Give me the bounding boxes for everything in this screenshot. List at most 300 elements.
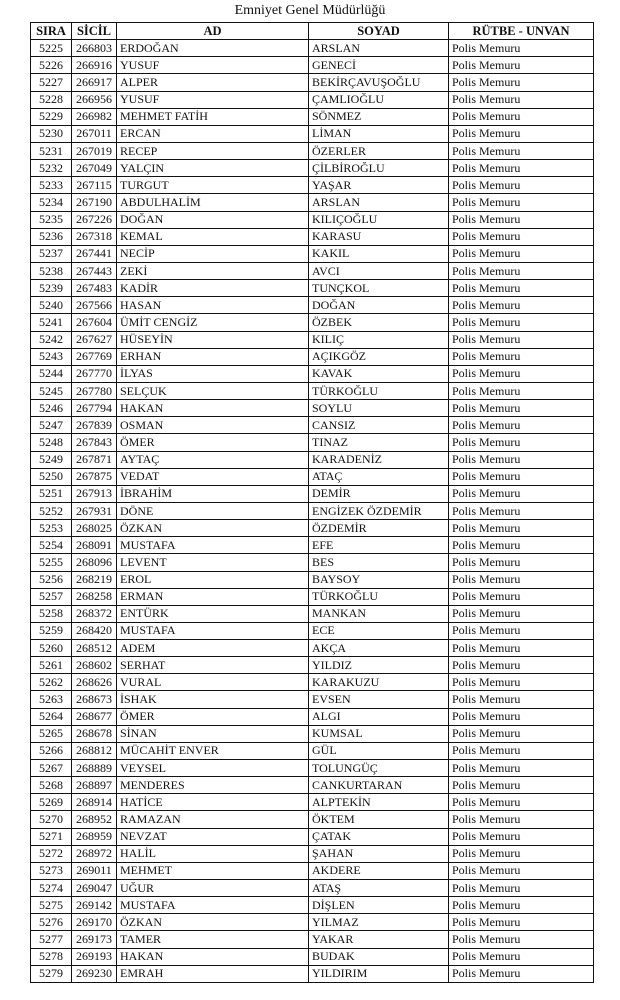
cell-rutbe: Polis Memuru — [449, 828, 594, 845]
cell-ad: SERHAT — [117, 657, 309, 674]
cell-soyad: ECE — [309, 622, 449, 639]
cell-sira: 5239 — [31, 280, 72, 297]
table-row — [31, 160, 594, 177]
cell-sira: 5255 — [31, 554, 72, 571]
cell-sicil: 268420 — [72, 622, 117, 639]
cell-sicil: 268512 — [72, 640, 117, 657]
cell-ad: HÜSEYİN — [117, 331, 309, 348]
cell-soyad: ÇATAK — [309, 828, 449, 845]
cell-ad: HASAN — [117, 297, 309, 314]
cell-ad: AYTAÇ — [117, 451, 309, 468]
cell-soyad: CANSIZ — [309, 417, 449, 434]
cell-sicil: 267115 — [72, 177, 117, 194]
table-row — [31, 605, 594, 622]
cell-ad: MUSTAFA — [117, 537, 309, 554]
cell-ad: HAKAN — [117, 948, 309, 965]
cell-sira: 5262 — [31, 674, 72, 691]
cell-sira: 5227 — [31, 74, 72, 91]
cell-sira: 5265 — [31, 725, 72, 742]
table-row — [31, 537, 594, 554]
cell-soyad: YAŞAR — [309, 177, 449, 194]
cell-soyad: ARSLAN — [309, 194, 449, 211]
table-row — [31, 451, 594, 468]
cell-sira: 5263 — [31, 691, 72, 708]
cell-soyad: BEKİRÇAVUŞOĞLU — [309, 74, 449, 91]
cell-ad: YUSUF — [117, 57, 309, 74]
table-row — [31, 314, 594, 331]
cell-sicil: 268372 — [72, 605, 117, 622]
cell-soyad: CANKURTARAN — [309, 777, 449, 794]
cell-sicil: 268602 — [72, 657, 117, 674]
header-sicil: SİCİL — [72, 23, 117, 40]
cell-ad: DÖNE — [117, 502, 309, 519]
cell-ad: NEVZAT — [117, 828, 309, 845]
cell-sicil: 267318 — [72, 228, 117, 245]
cell-soyad: ÖZDEMİR — [309, 520, 449, 537]
table-row — [31, 211, 594, 228]
table-row — [31, 862, 594, 879]
cell-ad: YUSUF — [117, 91, 309, 108]
table-row — [31, 382, 594, 399]
cell-sira: 5248 — [31, 434, 72, 451]
cell-sira: 5270 — [31, 811, 72, 828]
cell-rutbe: Polis Memuru — [449, 468, 594, 485]
table-row — [31, 657, 594, 674]
table-row — [31, 588, 594, 605]
table-row — [31, 502, 594, 519]
cell-sira: 5236 — [31, 228, 72, 245]
cell-soyad: DEMİR — [309, 485, 449, 502]
cell-sicil: 266916 — [72, 57, 117, 74]
cell-rutbe: Polis Memuru — [449, 348, 594, 365]
cell-sicil: 268678 — [72, 725, 117, 742]
cell-soyad: GÜL — [309, 742, 449, 759]
cell-sira: 5240 — [31, 297, 72, 314]
table-row — [31, 177, 594, 194]
table-row — [31, 57, 594, 74]
cell-ad: RECEP — [117, 142, 309, 159]
cell-rutbe: Polis Memuru — [449, 125, 594, 142]
table-row — [31, 348, 594, 365]
cell-sicil: 267843 — [72, 434, 117, 451]
cell-ad: İLYAS — [117, 365, 309, 382]
cell-soyad: KILIÇOĞLU — [309, 211, 449, 228]
table-row — [31, 691, 594, 708]
cell-ad: HAKAN — [117, 400, 309, 417]
cell-ad: DOĞAN — [117, 211, 309, 228]
cell-soyad: ENGİZEK ÖZDEMİR — [309, 502, 449, 519]
cell-ad: TAMER — [117, 931, 309, 948]
cell-sira: 5242 — [31, 331, 72, 348]
table-row — [31, 194, 594, 211]
cell-soyad: KARASU — [309, 228, 449, 245]
cell-ad: ZEKİ — [117, 262, 309, 279]
table-row — [31, 245, 594, 262]
cell-sicil: 267627 — [72, 331, 117, 348]
table-header-row — [31, 23, 594, 40]
cell-sicil: 268096 — [72, 554, 117, 571]
cell-rutbe: Polis Memuru — [449, 794, 594, 811]
table-row — [31, 880, 594, 897]
table-row — [31, 725, 594, 742]
cell-ad: NECİP — [117, 245, 309, 262]
cell-sira: 5261 — [31, 657, 72, 674]
cell-sira: 5229 — [31, 108, 72, 125]
cell-ad: ERMAN — [117, 588, 309, 605]
cell-soyad: DİŞLEN — [309, 897, 449, 914]
cell-sicil: 267871 — [72, 451, 117, 468]
cell-sira: 5237 — [31, 245, 72, 262]
cell-rutbe: Polis Memuru — [449, 434, 594, 451]
cell-sicil: 269170 — [72, 914, 117, 931]
cell-rutbe: Polis Memuru — [449, 177, 594, 194]
cell-soyad: LİMAN — [309, 125, 449, 142]
cell-ad: ERHAN — [117, 348, 309, 365]
cell-ad: KADİR — [117, 280, 309, 297]
cell-sicil: 268952 — [72, 811, 117, 828]
table-row — [31, 845, 594, 862]
cell-sicil: 266956 — [72, 91, 117, 108]
table-row — [31, 365, 594, 382]
cell-sira: 5228 — [31, 91, 72, 108]
cell-sicil: 267769 — [72, 348, 117, 365]
cell-soyad: GENECİ — [309, 57, 449, 74]
cell-ad: OSMAN — [117, 417, 309, 434]
cell-sira: 5274 — [31, 880, 72, 897]
cell-soyad: BAYSOY — [309, 571, 449, 588]
cell-rutbe: Polis Memuru — [449, 725, 594, 742]
cell-ad: ÖMER — [117, 708, 309, 725]
cell-sicil: 266917 — [72, 74, 117, 91]
cell-soyad: TUNÇKOL — [309, 280, 449, 297]
cell-soyad: KARAKUZU — [309, 674, 449, 691]
cell-soyad: MANKAN — [309, 605, 449, 622]
cell-rutbe: Polis Memuru — [449, 691, 594, 708]
cell-rutbe: Polis Memuru — [449, 588, 594, 605]
cell-soyad: ÇAMLIOĞLU — [309, 91, 449, 108]
table-row — [31, 485, 594, 502]
cell-ad: VEDAT — [117, 468, 309, 485]
cell-soyad: YILDIZ — [309, 657, 449, 674]
cell-sira: 5226 — [31, 57, 72, 74]
cell-rutbe: Polis Memuru — [449, 742, 594, 759]
cell-sira: 5230 — [31, 125, 72, 142]
cell-ad: SİNAN — [117, 725, 309, 742]
table-row — [31, 400, 594, 417]
cell-ad: RAMAZAN — [117, 811, 309, 828]
cell-sicil: 267839 — [72, 417, 117, 434]
cell-sicil: 267913 — [72, 485, 117, 502]
cell-soyad: ALGI — [309, 708, 449, 725]
cell-sira: 5232 — [31, 160, 72, 177]
table-row — [31, 948, 594, 965]
cell-ad: VURAL — [117, 674, 309, 691]
cell-ad: İSHAK — [117, 691, 309, 708]
cell-sicil: 267780 — [72, 382, 117, 399]
cell-sicil: 268673 — [72, 691, 117, 708]
header-sira: SIRA — [31, 23, 72, 40]
cell-sicil: 268972 — [72, 845, 117, 862]
cell-ad: ÖMER — [117, 434, 309, 451]
cell-sira: 5241 — [31, 314, 72, 331]
table-row — [31, 468, 594, 485]
cell-sicil: 267794 — [72, 400, 117, 417]
cell-soyad: ALPTEKİN — [309, 794, 449, 811]
cell-soyad: ATAŞ — [309, 880, 449, 897]
cell-rutbe: Polis Memuru — [449, 194, 594, 211]
cell-sicil: 268025 — [72, 520, 117, 537]
cell-sicil: 269193 — [72, 948, 117, 965]
cell-rutbe: Polis Memuru — [449, 674, 594, 691]
cell-sicil: 267049 — [72, 160, 117, 177]
cell-rutbe: Polis Memuru — [449, 142, 594, 159]
cell-sicil: 268897 — [72, 777, 117, 794]
cell-sira: 5276 — [31, 914, 72, 931]
cell-soyad: ARSLAN — [309, 40, 449, 57]
cell-sicil: 267019 — [72, 142, 117, 159]
cell-sira: 5271 — [31, 828, 72, 845]
cell-rutbe: Polis Memuru — [449, 331, 594, 348]
cell-rutbe: Polis Memuru — [449, 228, 594, 245]
cell-soyad: ŞAHAN — [309, 845, 449, 862]
cell-rutbe: Polis Memuru — [449, 777, 594, 794]
cell-rutbe: Polis Memuru — [449, 965, 594, 982]
cell-rutbe: Polis Memuru — [449, 280, 594, 297]
cell-soyad: ATAÇ — [309, 468, 449, 485]
cell-sira: 5238 — [31, 262, 72, 279]
cell-sira: 5243 — [31, 348, 72, 365]
table-row — [31, 434, 594, 451]
cell-rutbe: Polis Memuru — [449, 365, 594, 382]
cell-soyad: ÇİLBİROĞLU — [309, 160, 449, 177]
cell-ad: ENTÜRK — [117, 605, 309, 622]
cell-soyad: AVCI — [309, 262, 449, 279]
cell-sira: 5266 — [31, 742, 72, 759]
cell-rutbe: Polis Memuru — [449, 622, 594, 639]
cell-ad: HATİCE — [117, 794, 309, 811]
cell-sira: 5273 — [31, 862, 72, 879]
cell-ad: ÖZKAN — [117, 520, 309, 537]
cell-ad: YALÇIN — [117, 160, 309, 177]
cell-soyad: YILDIRIM — [309, 965, 449, 982]
page-title: Emniyet Genel Müdürlüğü — [234, 3, 386, 18]
cell-sira: 5256 — [31, 571, 72, 588]
cell-soyad: SÖNMEZ — [309, 108, 449, 125]
cell-sicil: 267770 — [72, 365, 117, 382]
header-soyad: SOYAD — [309, 23, 449, 40]
cell-sicil: 266803 — [72, 40, 117, 57]
cell-soyad: KILIÇ — [309, 331, 449, 348]
cell-soyad: ÖZBEK — [309, 314, 449, 331]
table-row — [31, 708, 594, 725]
cell-ad: TURGUT — [117, 177, 309, 194]
cell-sira: 5267 — [31, 760, 72, 777]
cell-soyad: KARADENİZ — [309, 451, 449, 468]
cell-soyad: AÇIKGÖZ — [309, 348, 449, 365]
cell-sira: 5259 — [31, 622, 72, 639]
cell-ad: MEHMET FATİH — [117, 108, 309, 125]
cell-ad: ERDOĞAN — [117, 40, 309, 57]
table-row — [31, 228, 594, 245]
table-row — [31, 931, 594, 948]
cell-sira: 5272 — [31, 845, 72, 862]
cell-rutbe: Polis Memuru — [449, 708, 594, 725]
header-ad: AD — [117, 23, 309, 40]
cell-soyad: KAVAK — [309, 365, 449, 382]
table-row — [31, 811, 594, 828]
table-row — [31, 571, 594, 588]
cell-rutbe: Polis Memuru — [449, 211, 594, 228]
cell-rutbe: Polis Memuru — [449, 845, 594, 862]
cell-rutbe: Polis Memuru — [449, 862, 594, 879]
cell-sira: 5247 — [31, 417, 72, 434]
cell-sicil: 267604 — [72, 314, 117, 331]
cell-soyad: TINAZ — [309, 434, 449, 451]
cell-soyad: BUDAK — [309, 948, 449, 965]
table-row — [31, 520, 594, 537]
cell-soyad: EFE — [309, 537, 449, 554]
cell-sira: 5277 — [31, 931, 72, 948]
table-row — [31, 828, 594, 845]
cell-ad: İBRAHİM — [117, 485, 309, 502]
table-row — [31, 794, 594, 811]
cell-ad: ABDULHALİM — [117, 194, 309, 211]
cell-soyad: KUMSAL — [309, 725, 449, 742]
cell-sicil: 269142 — [72, 897, 117, 914]
table-row — [31, 142, 594, 159]
cell-rutbe: Polis Memuru — [449, 605, 594, 622]
cell-sicil: 266982 — [72, 108, 117, 125]
cell-ad: SELÇUK — [117, 382, 309, 399]
table-row — [31, 108, 594, 125]
cell-rutbe: Polis Memuru — [449, 57, 594, 74]
cell-soyad: BES — [309, 554, 449, 571]
cell-sira: 5268 — [31, 777, 72, 794]
cell-rutbe: Polis Memuru — [449, 160, 594, 177]
cell-ad: EROL — [117, 571, 309, 588]
cell-sicil: 268914 — [72, 794, 117, 811]
cell-sira: 5275 — [31, 897, 72, 914]
cell-rutbe: Polis Memuru — [449, 537, 594, 554]
cell-soyad: TOLUNGÜÇ — [309, 760, 449, 777]
personnel-table — [30, 22, 594, 983]
cell-sira: 5245 — [31, 382, 72, 399]
table-row — [31, 777, 594, 794]
cell-ad: UĞUR — [117, 880, 309, 897]
cell-rutbe: Polis Memuru — [449, 571, 594, 588]
cell-sira: 5249 — [31, 451, 72, 468]
cell-soyad: ÖZERLER — [309, 142, 449, 159]
cell-rutbe: Polis Memuru — [449, 74, 594, 91]
table-row — [31, 262, 594, 279]
cell-sicil: 268889 — [72, 760, 117, 777]
cell-sicil: 267875 — [72, 468, 117, 485]
cell-rutbe: Polis Memuru — [449, 245, 594, 262]
cell-rutbe: Polis Memuru — [449, 948, 594, 965]
cell-soyad: EVSEN — [309, 691, 449, 708]
cell-sira: 5253 — [31, 520, 72, 537]
cell-rutbe: Polis Memuru — [449, 640, 594, 657]
cell-rutbe: Polis Memuru — [449, 657, 594, 674]
table-row — [31, 914, 594, 931]
header-rutbe: RÜTBE - UNVAN — [449, 23, 594, 40]
cell-rutbe: Polis Memuru — [449, 262, 594, 279]
cell-ad: ÜMİT CENGİZ — [117, 314, 309, 331]
cell-soyad: DOĞAN — [309, 297, 449, 314]
cell-ad: KEMAL — [117, 228, 309, 245]
cell-soyad: AKÇA — [309, 640, 449, 657]
cell-rutbe: Polis Memuru — [449, 760, 594, 777]
cell-sira: 5269 — [31, 794, 72, 811]
table-row — [31, 331, 594, 348]
cell-rutbe: Polis Memuru — [449, 502, 594, 519]
cell-sira: 5258 — [31, 605, 72, 622]
cell-sicil: 267441 — [72, 245, 117, 262]
cell-ad: MUSTAFA — [117, 622, 309, 639]
cell-rutbe: Polis Memuru — [449, 880, 594, 897]
cell-sicil: 267483 — [72, 280, 117, 297]
cell-rutbe: Polis Memuru — [449, 931, 594, 948]
cell-rutbe: Polis Memuru — [449, 811, 594, 828]
table-row — [31, 674, 594, 691]
cell-sira: 5254 — [31, 537, 72, 554]
cell-sira: 5252 — [31, 502, 72, 519]
cell-ad: MÜCAHİT ENVER — [117, 742, 309, 759]
cell-sira: 5231 — [31, 142, 72, 159]
cell-rutbe: Polis Memuru — [449, 897, 594, 914]
cell-soyad: SOYLU — [309, 400, 449, 417]
cell-rutbe: Polis Memuru — [449, 91, 594, 108]
cell-sicil: 268812 — [72, 742, 117, 759]
table-row — [31, 125, 594, 142]
table-row — [31, 965, 594, 982]
cell-sicil: 268091 — [72, 537, 117, 554]
cell-ad: ALPER — [117, 74, 309, 91]
table-row — [31, 280, 594, 297]
cell-sira: 5234 — [31, 194, 72, 211]
cell-soyad: KAKIL — [309, 245, 449, 262]
cell-ad: ERCAN — [117, 125, 309, 142]
cell-sira: 5279 — [31, 965, 72, 982]
cell-rutbe: Polis Memuru — [449, 554, 594, 571]
cell-rutbe: Polis Memuru — [449, 485, 594, 502]
cell-ad: MENDERES — [117, 777, 309, 794]
cell-sicil: 267443 — [72, 262, 117, 279]
cell-ad: ÖZKAN — [117, 914, 309, 931]
table-row — [31, 297, 594, 314]
table-row — [31, 640, 594, 657]
cell-sicil: 268258 — [72, 588, 117, 605]
cell-sira: 5225 — [31, 40, 72, 57]
cell-sicil: 268626 — [72, 674, 117, 691]
cell-sicil: 268677 — [72, 708, 117, 725]
cell-rutbe: Polis Memuru — [449, 382, 594, 399]
table-row — [31, 40, 594, 57]
cell-soyad: YILMAZ — [309, 914, 449, 931]
cell-rutbe: Polis Memuru — [449, 520, 594, 537]
cell-ad: LEVENT — [117, 554, 309, 571]
table-row — [31, 897, 594, 914]
cell-sira: 5235 — [31, 211, 72, 228]
cell-sira: 5233 — [31, 177, 72, 194]
table-row — [31, 554, 594, 571]
cell-sicil: 269011 — [72, 862, 117, 879]
table-row — [31, 91, 594, 108]
cell-soyad: TÜRKOĞLU — [309, 588, 449, 605]
cell-ad: EMRAH — [117, 965, 309, 982]
cell-sicil: 269047 — [72, 880, 117, 897]
cell-sira: 5260 — [31, 640, 72, 657]
